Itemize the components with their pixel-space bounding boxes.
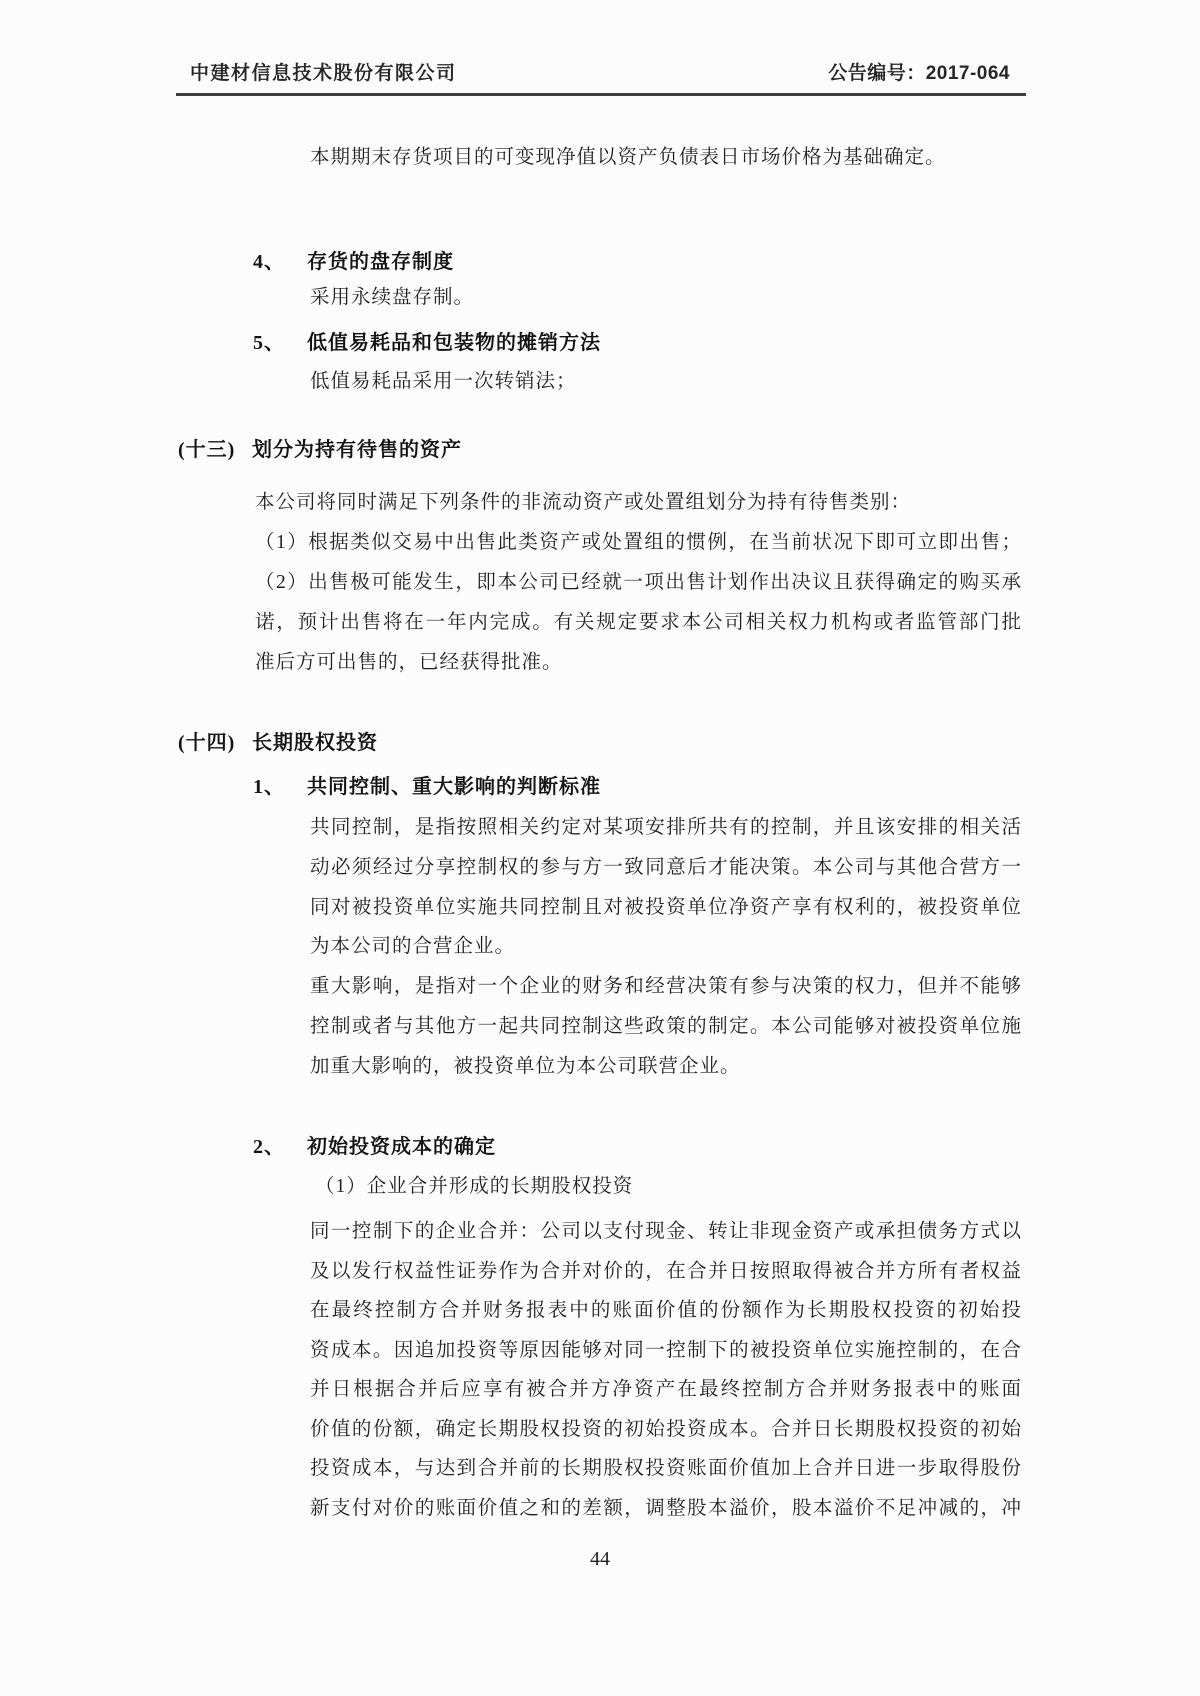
sub-2-subheading: （1）企业合并形成的长期股权投资: [315, 1176, 634, 1197]
paragraph-line: 动必须经过分享控制权的参与方一致同意后才能决策。本公司与其他合营方一: [310, 856, 1022, 878]
company-name: 中建材信息技术股份有限公司: [190, 63, 457, 84]
heading-section-13: [178, 430, 462, 470]
heading-title: 初始投资成本的确定: [307, 1136, 496, 1158]
heading-section-14: [178, 723, 378, 763]
paragraph-line: 同一控制下的企业合并：公司以支付现金、转让非现金资产或承担债务方式以: [310, 1221, 1022, 1242]
paragraph-line: 在最终控制方合并财务报表中的账面价值的份额作为长期股权投资的初始投: [310, 1300, 1022, 1321]
paragraph-line: （2）出售极可能发生，即本公司已经就一项出售计划作出决议且获得确定的购买承: [255, 572, 1022, 593]
paragraph-line: 及以发行权益性证券作为合并对价的，在合并日按照取得被合并方所有者权益: [310, 1260, 1022, 1282]
heading-title: 划分为持有待售的资产: [252, 439, 462, 461]
paragraph-line: （1）根据类似交易中出售此类资产或处置组的惯例，在当前状况下即可立即出售；: [255, 532, 1022, 553]
item-4-body: 采用永续盘存制。: [310, 287, 475, 308]
header-rule: [176, 93, 1026, 96]
paragraph-line: 投资成本，与达到合并前的长期股权投资账面价值加上合并日进一步取得股份: [310, 1458, 1022, 1479]
page-number: 44: [590, 1548, 610, 1570]
item-5-body: 低值易耗品采用一次转销法；: [310, 371, 577, 392]
heading-sub-1: [253, 767, 601, 807]
sub-1-paragraph: [310, 808, 1022, 1087]
heading-number: 5、: [253, 332, 285, 354]
paragraph-line: 重大影响，是指对一个企业的财务和经营决策有参与决策的权力，但并不能够: [310, 976, 1022, 998]
heading-title: 存货的盘存制度: [307, 251, 454, 273]
paragraph-line: 价值的份额，确定长期股权投资的初始投资成本。合并日长期股权投资的初始: [310, 1418, 1022, 1440]
paragraph-line: 诺，预计出售将在一年内完成。有关规定要求本公司相关权力机构或者监管部门批: [255, 612, 1022, 633]
paragraph-line: 为本公司的合营企业。: [310, 936, 516, 958]
heading-number: 1、: [253, 776, 285, 798]
section-13-paragraph: [255, 483, 1022, 683]
heading-number: 4、: [253, 251, 285, 273]
heading-item-5: [253, 323, 601, 363]
intro-line: 本期期末存货项目的可变现净值以资产负债表日市场价格为基础确定。: [310, 147, 946, 168]
heading-number: 2、: [253, 1136, 285, 1158]
heading-title: 共同控制、重大影响的判断标准: [307, 776, 601, 798]
paragraph-line: 资成本。因追加投资等原因能够对同一控制下的被投资单位实施控制的，在合: [310, 1339, 1022, 1361]
notice-number: 公告编号：2017-064: [828, 63, 1010, 84]
heading-item-4: [253, 242, 454, 282]
paragraph-line: 共同控制，是指按照相关约定对某项安排所共有的控制，并且该安排的相关活: [310, 817, 1022, 838]
paragraph-line: 准后方可出售的，已经获得批准。: [255, 652, 563, 673]
paragraph-line: 加重大影响的，被投资单位为本公司联营企业。: [310, 1055, 741, 1077]
paragraph-line: 本公司将同时满足下列条件的非流动资产或处置组划分为持有待售类别：: [255, 492, 912, 513]
paragraph-line: 控制或者与其他方一起共同控制这些政策的制定。本公司能够对被投资单位施: [310, 1015, 1022, 1037]
paragraph-line: 并日根据合并后应享有被合并方净资产在最终控制方合并财务报表中的账面: [310, 1379, 1022, 1400]
heading-sub-2: [253, 1127, 496, 1167]
heading-number: (十四): [178, 732, 236, 754]
paragraph-line: 同对被投资单位实施共同控制且对被投资单位净资产享有权利的，被投资单位: [310, 896, 1022, 918]
heading-title: 低值易耗品和包装物的摊销方法: [307, 332, 601, 354]
paragraph-line: 新支付对价的账面价值之和的差额，调整股本溢价，股本溢价不足冲减的，冲: [310, 1497, 1022, 1519]
sub-2-paragraph: [310, 1212, 1022, 1528]
heading-title: 长期股权投资: [252, 732, 378, 754]
heading-number: (十三): [178, 439, 236, 461]
